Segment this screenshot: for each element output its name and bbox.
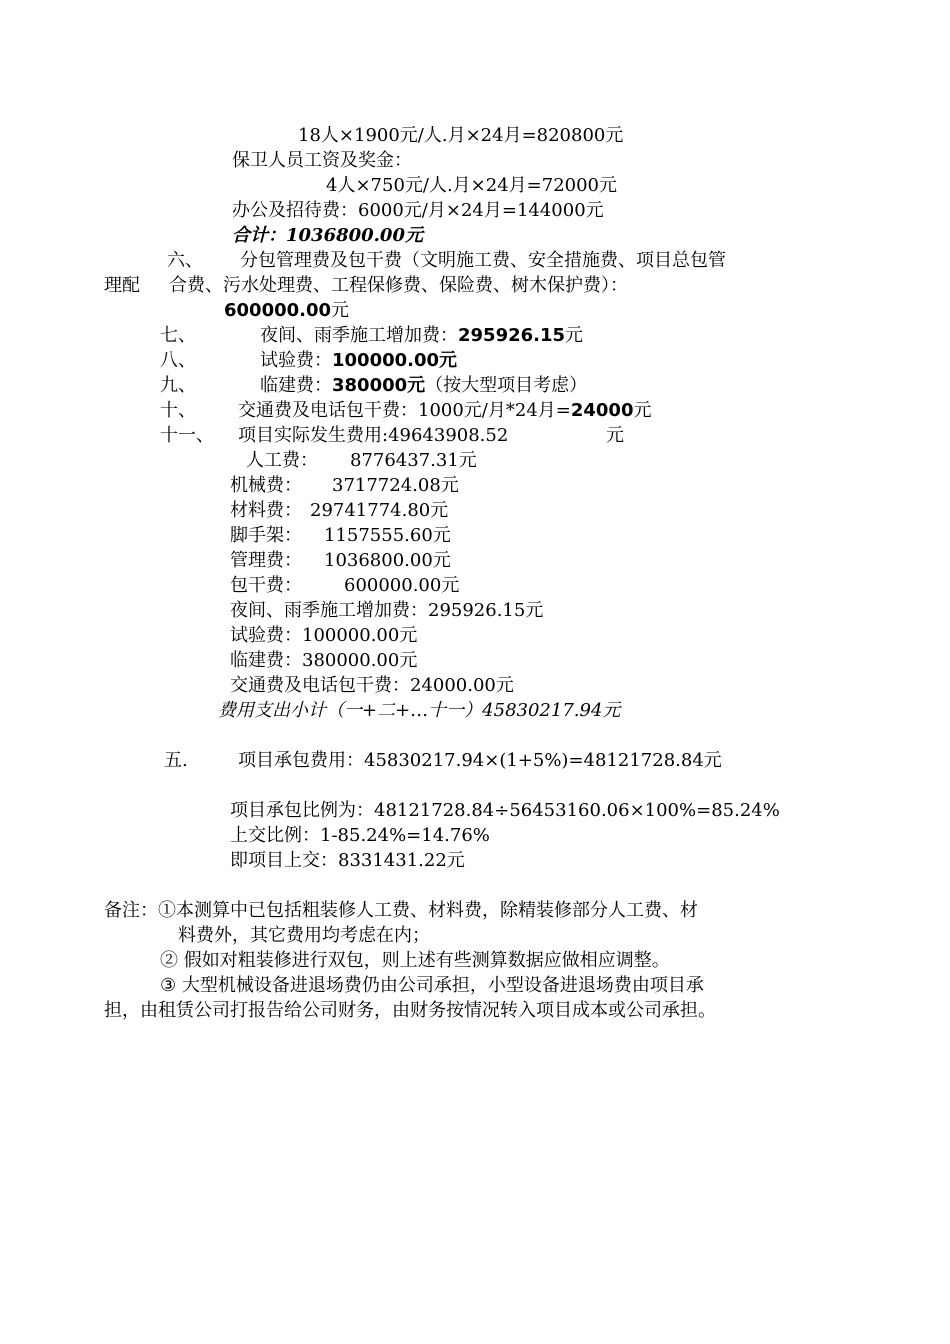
- section-5-line: 项目承包费用：45830217.94×(1+5%)=48121728.84元: [238, 750, 722, 771]
- guard-salary-formula: 4人×750元/人.月×24月=72000元: [326, 175, 618, 196]
- note-2: ② 假如对粗装修进行双包，则上述有些测算数据应做相应调整。: [160, 950, 670, 971]
- office-expense-line: 办公及招待费：6000元/月×24月=144000元: [232, 200, 604, 221]
- note-1-cont: 料费外，其它费用均考虑在内；: [178, 925, 430, 946]
- section-5-number: 五.: [164, 750, 188, 771]
- salary-formula-line: 18人×1900元/人.月×24月=820800元: [298, 125, 624, 146]
- section-10-line: 交通费及电话包干费：1000元/月*24月=24000元: [238, 400, 652, 421]
- section-8-line: 试验费：100000.00元: [260, 350, 458, 371]
- note-1: 备注：①本测算中已包括粗装修人工费、材料费，除精装修部分人工费、材: [104, 900, 698, 921]
- remit-ratio: 上交比例：1-85.24%=14.76%: [230, 825, 490, 846]
- breakdown-row: 人工费： 8776437.31元: [246, 450, 477, 471]
- section-7-line: 夜间、雨季施工增加费：295926.15元: [260, 325, 584, 346]
- section-11-number: 十一、: [160, 425, 214, 446]
- section-6-amount: 600000.00元: [224, 300, 350, 321]
- section-6-title-cont-b: 合费、污水处理费、工程保修费、保险费、树木保护费）：: [169, 275, 628, 296]
- management-total: 合计：1036800.00元: [232, 225, 423, 246]
- section-9-number: 九、: [160, 375, 196, 396]
- section-6-number: 六、: [167, 250, 203, 271]
- expense-subtotal: 费用支出小计（一+二+…十一）45830217.94元: [218, 700, 621, 721]
- breakdown-row: 临建费：380000.00元: [230, 650, 418, 671]
- remit-amount: 即项目上交：8331431.22元: [230, 850, 465, 871]
- breakdown-row: 试验费：100000.00元: [230, 625, 418, 646]
- breakdown-row: 包干费： 600000.00元: [230, 575, 460, 596]
- breakdown-row: 夜间、雨季施工增加费：295926.15元: [230, 600, 544, 621]
- note-3-cont: 担，由租赁公司打报告给公司财务，由财务按情况转入项目成本或公司承担。: [104, 1000, 716, 1021]
- section-11-title: 项目实际发生费用:49643908.52: [238, 425, 509, 446]
- section-10-number: 十、: [160, 400, 196, 421]
- breakdown-row: 脚手架： 1157555.60元: [230, 525, 451, 546]
- breakdown-row: 交通费及电话包干费：24000.00元: [230, 675, 514, 696]
- contract-ratio: 项目承包比例为：48121728.84÷56453160.06×100%=85.24%: [230, 800, 780, 821]
- section-6-title-cont-a: 理配: [104, 275, 140, 296]
- section-7-number: 七、: [160, 325, 196, 346]
- guard-salary-label: 保卫人员工资及奖金：: [232, 150, 412, 171]
- breakdown-row: 管理费： 1036800.00元: [230, 550, 451, 571]
- section-9-line: 临建费：380000元（按大型项目考虑）: [260, 375, 588, 396]
- breakdown-row: 材料费： 29741774.80元: [230, 500, 449, 521]
- breakdown-row: 机械费： 3717724.08元: [230, 475, 459, 496]
- section-8-number: 八、: [160, 350, 196, 371]
- section-11-unit: 元: [606, 425, 624, 446]
- section-6-title: 分包管理费及包干费（文明施工费、安全措施费、项目总包管: [240, 250, 726, 271]
- note-3: ③ 大型机械设备进退场费仍由公司承担，小型设备进退场费由项目承: [160, 975, 704, 996]
